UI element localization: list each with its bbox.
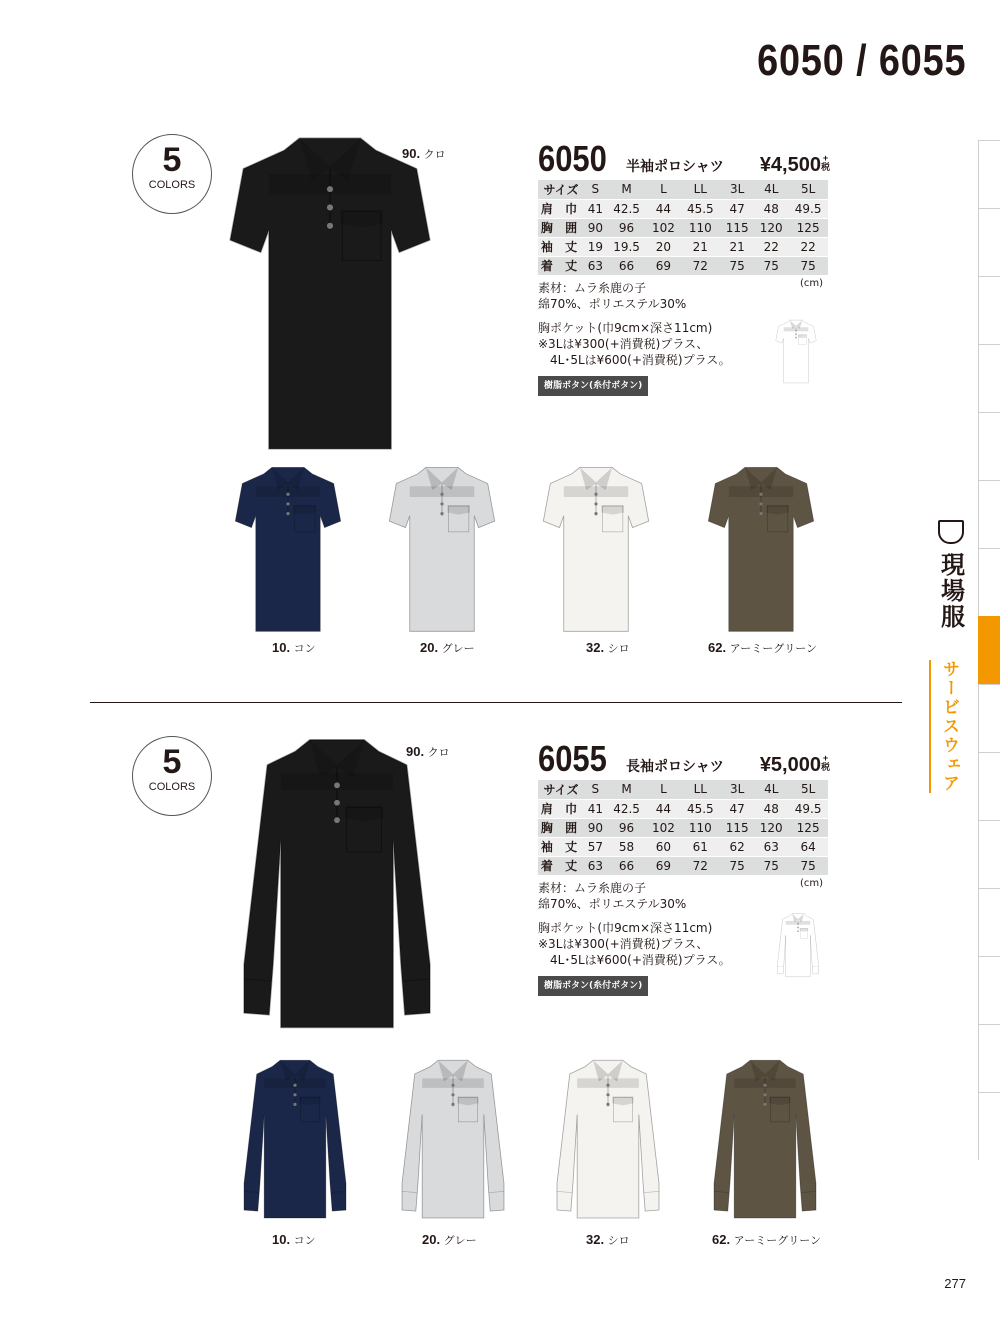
side-tab[interactable] bbox=[978, 888, 1000, 956]
variant-garment-image bbox=[372, 1056, 534, 1226]
table-cell: 44 bbox=[646, 199, 680, 218]
table-cell: 48 bbox=[754, 799, 788, 818]
table-header: 3L bbox=[720, 780, 754, 799]
side-tab[interactable] bbox=[978, 480, 1000, 548]
table-row bbox=[538, 856, 828, 875]
table-cell: 64 bbox=[788, 837, 828, 856]
table-header-row bbox=[538, 180, 828, 199]
table-header: サイズ bbox=[538, 780, 584, 799]
table-cell: 胸 囲 bbox=[538, 818, 584, 837]
price-value: ¥5,000 bbox=[759, 754, 821, 776]
table-cell: 120 bbox=[754, 818, 788, 837]
model-name: 半袖ポロシャツ bbox=[626, 159, 724, 175]
variant-garment-image bbox=[214, 1056, 376, 1226]
table-cell: 63 bbox=[584, 256, 607, 275]
table-cell: 66 bbox=[607, 856, 647, 875]
table-cell: 110 bbox=[680, 818, 720, 837]
model-price bbox=[760, 754, 830, 777]
table-row bbox=[538, 256, 828, 275]
table-cell: 63 bbox=[584, 856, 607, 875]
material-line: 綿70%、ポリエステル30% bbox=[538, 897, 687, 911]
table-header-row bbox=[538, 780, 828, 799]
table-cell: 72 bbox=[680, 256, 720, 275]
table-cell: 着 丈 bbox=[538, 856, 584, 875]
variant-label: 62. アーミーグリーン bbox=[712, 1232, 822, 1247]
material-line: 素材：ムラ糸鹿の子 bbox=[538, 281, 647, 295]
table-cell: 75 bbox=[788, 256, 828, 275]
table-cell: 75 bbox=[720, 856, 754, 875]
brand-name: 現場服 bbox=[936, 552, 966, 630]
table-cell: 21 bbox=[680, 237, 720, 256]
table-cell: 75 bbox=[720, 256, 754, 275]
side-tab[interactable] bbox=[978, 956, 1000, 1024]
table-cell: 着 丈 bbox=[538, 256, 584, 275]
table-header: LL bbox=[680, 780, 720, 799]
table-cell: 45.5 bbox=[680, 199, 720, 218]
color-name: クロ bbox=[423, 148, 446, 161]
table-cell: 19 bbox=[584, 237, 607, 256]
table-cell: 75 bbox=[754, 856, 788, 875]
side-tab[interactable] bbox=[978, 276, 1000, 344]
section-divider bbox=[90, 702, 902, 703]
table-cell: 66 bbox=[607, 256, 647, 275]
table-cell: 22 bbox=[788, 237, 828, 256]
table-cell: 110 bbox=[680, 218, 720, 237]
variant-label: 20. グレー bbox=[420, 640, 475, 655]
colors-count: 5 bbox=[162, 141, 182, 179]
main-garment-image bbox=[194, 732, 480, 1042]
table-cell: 75 bbox=[788, 856, 828, 875]
model-number: 6050 bbox=[538, 138, 607, 179]
color-name: クロ bbox=[427, 746, 450, 759]
table-cell: 69 bbox=[646, 256, 680, 275]
flat-sketch-image bbox=[770, 912, 826, 980]
variant-label: 62. アーミーグリーン bbox=[708, 640, 818, 655]
colors-label: COLORS bbox=[148, 781, 196, 793]
table-header: S bbox=[584, 780, 607, 799]
main-color-label bbox=[406, 744, 450, 760]
note-line: 4L･5Lは¥600(+消費税)プラス。 bbox=[550, 953, 731, 967]
variant-label: 20. グレー bbox=[422, 1232, 477, 1247]
side-tab[interactable] bbox=[978, 752, 1000, 820]
pocket-line: 胸ポケット(巾9cm×深さ11cm) bbox=[538, 321, 713, 335]
size-unit: (cm) bbox=[800, 278, 824, 289]
table-cell: 袖 丈 bbox=[538, 237, 584, 256]
size-unit: (cm) bbox=[800, 878, 824, 889]
button-tag: 樹脂ボタン(糸付ボタン) bbox=[538, 376, 648, 396]
table-cell: 57 bbox=[584, 837, 607, 856]
table-cell: 125 bbox=[788, 818, 828, 837]
table-cell: 90 bbox=[584, 218, 607, 237]
side-tab[interactable] bbox=[978, 684, 1000, 752]
table-cell: 肩 巾 bbox=[538, 199, 584, 218]
table-header: 5L bbox=[788, 180, 828, 199]
table-cell: 19.5 bbox=[607, 237, 647, 256]
material-line: 綿70%、ポリエステル30% bbox=[538, 297, 687, 311]
price-value: ¥4,500 bbox=[759, 154, 821, 176]
table-cell: 125 bbox=[788, 218, 828, 237]
table-cell: 21 bbox=[720, 237, 754, 256]
table-header: L bbox=[646, 180, 680, 199]
variant-label: 10. コン bbox=[272, 1232, 316, 1247]
table-row bbox=[538, 799, 828, 818]
colors-label: COLORS bbox=[148, 179, 196, 191]
variant-garment-image bbox=[530, 1056, 686, 1226]
table-cell: 62 bbox=[720, 837, 754, 856]
variant-garment-image bbox=[686, 462, 836, 634]
table-cell: 42.5 bbox=[607, 799, 647, 818]
table-cell: 47 bbox=[720, 799, 754, 818]
table-header: M bbox=[607, 780, 647, 799]
variant-label: 10. コン bbox=[272, 640, 316, 655]
model-name: 長袖ポロシャツ bbox=[626, 759, 724, 775]
variant-label: 32. シロ bbox=[586, 640, 630, 655]
table-cell: 96 bbox=[607, 818, 647, 837]
variant-garment-image bbox=[684, 1056, 846, 1226]
table-cell: 60 bbox=[646, 837, 680, 856]
side-tab[interactable] bbox=[978, 344, 1000, 412]
color-code: 90. bbox=[406, 744, 425, 759]
table-header: 4L bbox=[754, 180, 788, 199]
button-tag: 樹脂ボタン(糸付ボタン) bbox=[538, 976, 648, 996]
table-row bbox=[538, 837, 828, 856]
main-color-label bbox=[402, 146, 446, 162]
size-table bbox=[538, 180, 828, 276]
color-code: 90. bbox=[402, 146, 421, 161]
variant-label: 32. シロ bbox=[586, 1232, 630, 1247]
note-line: ※3Lは¥300(+消費税)プラス、 bbox=[538, 937, 709, 951]
table-header: LL bbox=[680, 180, 720, 199]
side-tab[interactable] bbox=[978, 140, 1000, 208]
page-number: 277 bbox=[944, 1276, 966, 1291]
side-tab-active[interactable] bbox=[978, 616, 1000, 684]
size-table bbox=[538, 780, 828, 876]
brand-logo bbox=[936, 520, 966, 630]
table-cell: 42.5 bbox=[607, 199, 647, 218]
side-tab[interactable] bbox=[978, 412, 1000, 480]
table-cell: 72 bbox=[680, 856, 720, 875]
table-cell: 45.5 bbox=[680, 799, 720, 818]
note-line: ※3Lは¥300(+消費税)プラス、 bbox=[538, 337, 709, 351]
tax-mark: + 税 bbox=[820, 753, 830, 772]
material-line: 素材：ムラ糸鹿の子 bbox=[538, 881, 647, 895]
table-cell: 102 bbox=[646, 218, 680, 237]
table-header: サイズ bbox=[538, 180, 584, 199]
table-cell: 胸 囲 bbox=[538, 218, 584, 237]
main-garment-image bbox=[198, 128, 462, 454]
table-cell: 115 bbox=[720, 818, 754, 837]
table-cell: 袖 丈 bbox=[538, 837, 584, 856]
table-cell: 102 bbox=[646, 818, 680, 837]
spec-block bbox=[538, 880, 731, 996]
side-tab[interactable] bbox=[978, 208, 1000, 276]
table-cell: 49.5 bbox=[788, 799, 828, 818]
table-row bbox=[538, 218, 828, 237]
pocket-line: 胸ポケット(巾9cm×深さ11cm) bbox=[538, 921, 713, 935]
table-cell: 69 bbox=[646, 856, 680, 875]
table-cell: 75 bbox=[754, 256, 788, 275]
tax-mark: + 税 bbox=[820, 153, 830, 172]
table-row bbox=[538, 237, 828, 256]
model-heading bbox=[538, 738, 830, 780]
table-cell: 120 bbox=[754, 218, 788, 237]
table-cell: 58 bbox=[607, 837, 647, 856]
spec-block bbox=[538, 280, 731, 396]
note-line: 4L･5Lは¥600(+消費税)プラス。 bbox=[550, 353, 731, 367]
table-cell: 41 bbox=[584, 799, 607, 818]
colors-count: 5 bbox=[162, 743, 182, 781]
side-tab[interactable] bbox=[978, 1024, 1000, 1092]
model-heading bbox=[538, 138, 830, 180]
table-row bbox=[538, 199, 828, 218]
table-cell: 47 bbox=[720, 199, 754, 218]
table-header: L bbox=[646, 780, 680, 799]
category-label: サービスウェア bbox=[929, 660, 962, 793]
table-cell: 63 bbox=[754, 837, 788, 856]
table-cell: 44 bbox=[646, 799, 680, 818]
side-tab[interactable] bbox=[978, 548, 1000, 616]
table-header: 5L bbox=[788, 780, 828, 799]
table-cell: 20 bbox=[646, 237, 680, 256]
table-row bbox=[538, 818, 828, 837]
table-header: S bbox=[584, 180, 607, 199]
flat-sketch-image bbox=[768, 318, 824, 384]
table-header: 3L bbox=[720, 180, 754, 199]
table-cell: 96 bbox=[607, 218, 647, 237]
table-cell: 22 bbox=[754, 237, 788, 256]
model-price bbox=[760, 154, 830, 177]
table-cell: 48 bbox=[754, 199, 788, 218]
side-tab[interactable] bbox=[978, 820, 1000, 888]
variant-garment-image bbox=[526, 462, 666, 634]
variant-garment-image bbox=[218, 462, 358, 634]
model-number: 6055 bbox=[538, 738, 607, 779]
table-header: M bbox=[607, 180, 647, 199]
side-index-tabs bbox=[978, 140, 1000, 1160]
side-tab[interactable] bbox=[978, 1092, 1000, 1160]
table-header: 4L bbox=[754, 780, 788, 799]
variant-garment-image bbox=[372, 462, 512, 634]
table-cell: 61 bbox=[680, 837, 720, 856]
table-cell: 41 bbox=[584, 199, 607, 218]
shield-icon bbox=[938, 520, 964, 544]
table-cell: 49.5 bbox=[788, 199, 828, 218]
table-cell: 肩 巾 bbox=[538, 799, 584, 818]
table-cell: 115 bbox=[720, 218, 754, 237]
table-cell: 90 bbox=[584, 818, 607, 837]
page-title: 6050 / 6055 bbox=[756, 36, 966, 85]
